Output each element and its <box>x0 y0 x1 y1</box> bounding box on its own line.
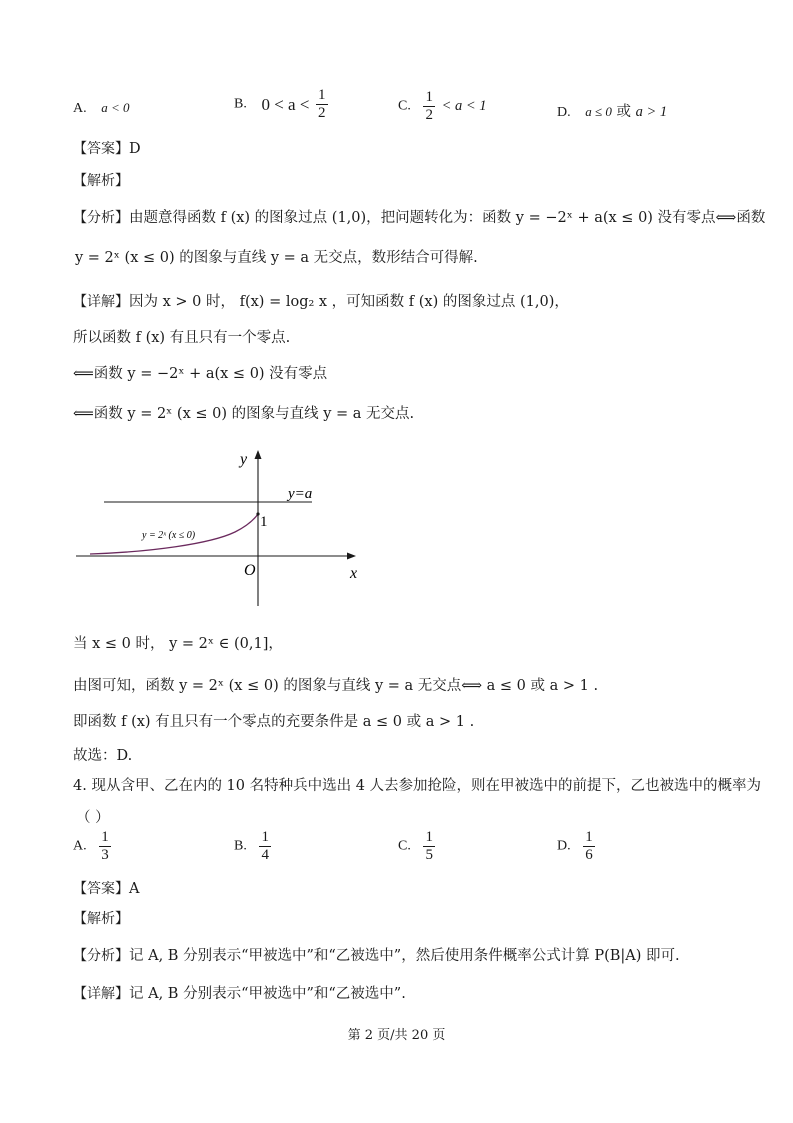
fraction: $\frac{1}{2}$ <box>425 89 433 123</box>
answer-tag: 【答案】 <box>73 881 129 897</box>
option-label: C. <box>398 98 411 114</box>
q3-detail-line8: 故选：D. <box>73 748 133 764</box>
q4-answer <box>73 878 139 898</box>
y-axis-arrow-icon <box>255 450 262 459</box>
option-label: C. <box>398 838 411 854</box>
q3-option-c <box>398 90 487 123</box>
fraction: $\frac{1}{5}$ <box>425 829 433 863</box>
q4-option-d <box>557 830 597 863</box>
x-axis-label: x <box>350 565 358 582</box>
option-text: a ≤ 0 <box>585 104 612 119</box>
option-label: D. <box>557 838 571 854</box>
jiexi-tag: 【解析】 <box>73 173 129 189</box>
curve-label: y = 2ˣ (x ≤ 0) <box>142 530 196 541</box>
fraction: $\frac{1}{2}$ <box>318 87 326 121</box>
option-text: 0 < a < <box>261 94 310 114</box>
q3-detail-line2: 所以函数 f (x) 有且只有一个零点. <box>73 330 291 346</box>
origin-label: O <box>244 562 256 579</box>
fraction: $\frac{1}{4}$ <box>261 829 269 863</box>
option-label: B. <box>234 838 247 854</box>
q3-detail-line6: 由图可知，函数 y = 2ˣ (x ≤ 0) 的图象与直线 y = a 无交点⟺ a ≤ 0 或 a > 1 . <box>73 678 599 694</box>
option-text: a < 0 <box>101 100 130 115</box>
q3-answer <box>73 138 141 158</box>
q3-detail-line1 <box>73 290 569 311</box>
analysis-tag: 【分析】 <box>73 210 129 226</box>
q3-option-a <box>73 100 130 117</box>
q3-detail-line5: 当 x ≤ 0 时， y = 2ˣ ∈ (0,1]， <box>73 636 283 652</box>
option-label: A. <box>73 101 87 116</box>
q4-option-a <box>73 830 113 863</box>
detail-text: 因为 x > 0 时， f(x) = log₂ x ，可知函数 f (x) 的图象过点 (1,0)， <box>129 294 569 310</box>
q3-jiexi <box>73 170 129 190</box>
line-label: y=a <box>288 486 313 502</box>
analysis-tag: 【分析】 <box>73 948 129 964</box>
option-or: 或 <box>616 104 631 120</box>
page-footer: 第 2 页/共 20 页 <box>347 1028 446 1043</box>
q4-paren: （ ） <box>76 810 110 826</box>
answer-tag: 【答案】 <box>73 141 129 157</box>
analysis-text: y = 2ˣ (x ≤ 0) 的图象与直线 y = a 无交点，数形结合可得解. <box>75 250 478 266</box>
option-label: D. <box>557 105 571 120</box>
detail-tag: 【详解】 <box>73 294 129 310</box>
detail-text: 记 A, B 分别表示“甲被选中”和“乙被选中”. <box>129 986 406 1002</box>
analysis-text: 由题意得函数 f (x) 的图象过点 (1,0)，把问题转化为：函数 y = −2ˣ + a(x ≤ 0) 没有零点⟺函数 <box>129 210 766 226</box>
x-axis-arrow-icon <box>347 553 356 560</box>
analysis-text: 记 A, B 分别表示“甲被选中”和“乙被选中”，然后使用条件概率公式计算 P(B|A) 即可. <box>129 948 680 964</box>
answer-value: D <box>129 141 141 157</box>
fraction: $\frac{1}{3}$ <box>101 829 109 863</box>
q3-detail-line4: ⟸函数 y = 2ˣ (x ≤ 0) 的图象与直线 y = a 无交点. <box>73 406 415 422</box>
q3-detail-line7: 即函数 f (x) 有且只有一个零点的充要条件是 a ≤ 0 或 a > 1 . <box>73 714 475 730</box>
exponential-graph <box>60 440 380 615</box>
point-label: 1 <box>260 514 268 530</box>
option-text: < a < 1 <box>441 98 487 114</box>
option-label: A. <box>73 838 87 854</box>
q3-analysis-line2 <box>75 246 478 267</box>
q4-stem: 4. 现从含甲、乙在内的 10 名特种兵中选出 4 人去参加抢险，则在甲被选中的前提下，乙也被选中的概率为 <box>73 778 762 794</box>
q3-analysis-line1 <box>73 206 765 227</box>
q3-option-b <box>234 88 330 121</box>
fraction: $\frac{1}{6}$ <box>585 829 593 863</box>
detail-tag: 【详解】 <box>73 986 129 1002</box>
q4-option-c <box>398 830 437 863</box>
answer-value: A <box>129 881 140 897</box>
y-axis-label: y <box>240 451 248 468</box>
q4-option-b <box>234 830 273 863</box>
q3-detail-line3: ⟸函数 y = −2ˣ + a(x ≤ 0) 没有零点 <box>73 366 328 382</box>
q4-analysis <box>73 944 680 965</box>
option-label: B. <box>234 96 247 112</box>
q3-option-d <box>557 100 667 121</box>
q4-jiexi <box>73 908 129 928</box>
q4-detail <box>73 982 406 1003</box>
option-text: a > 1 <box>635 104 668 120</box>
jiexi-tag: 【解析】 <box>73 911 129 927</box>
